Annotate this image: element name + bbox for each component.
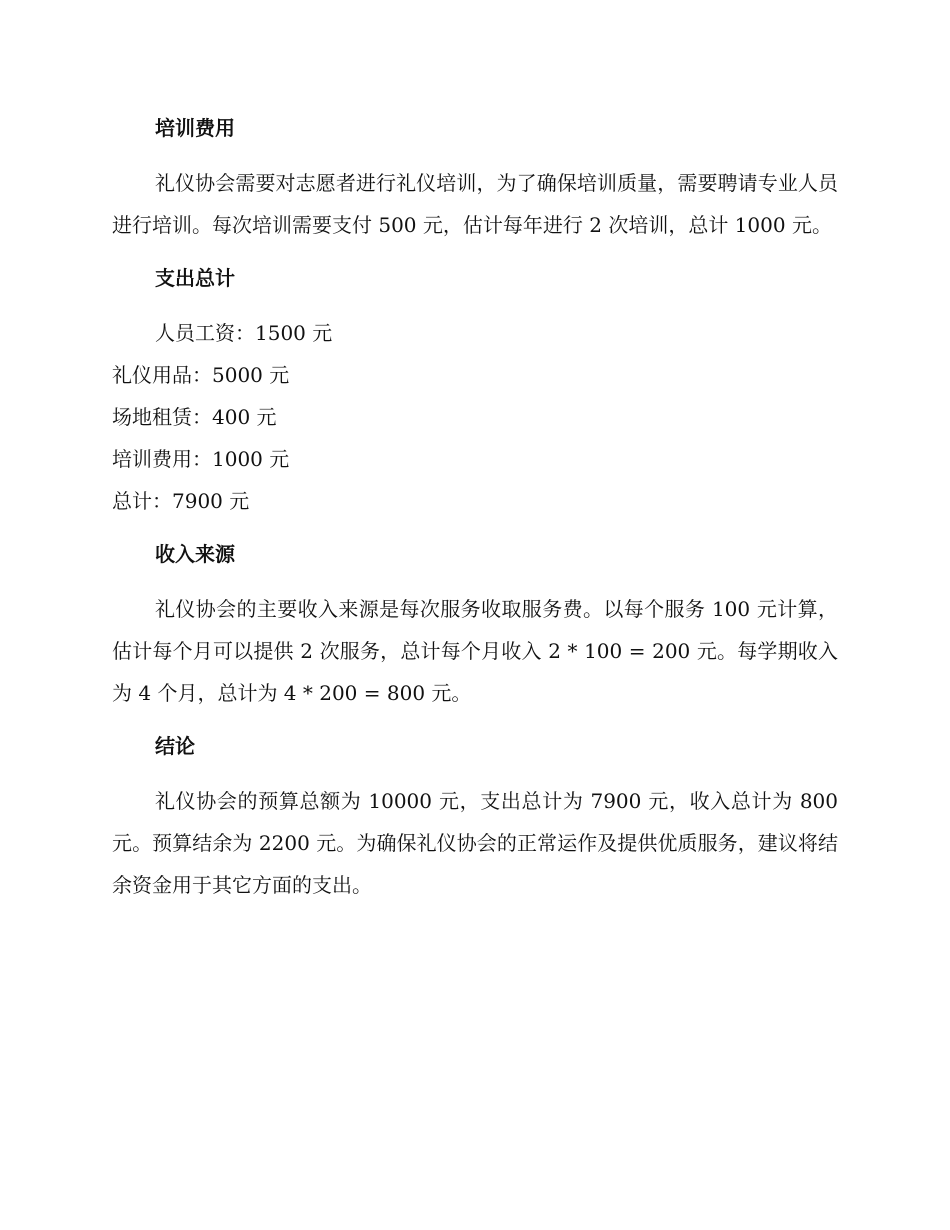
paragraph-conclusion: 礼仪协会的预算总额为 10000 元，支出总计为 7900 元，收入总计为 800 元。预算结余为 2200 元。为确保礼仪协会的正常运作及提供优质服务，建议将结余资金用于其它方面的支出。 (112, 789, 838, 897)
heading-expense-total: 支出总计 (155, 266, 235, 290)
expense-item-salary: 人员工资：1500 元 (155, 321, 333, 345)
heading-conclusion: 结论 (155, 734, 195, 758)
heading-income-source: 收入来源 (155, 542, 235, 566)
expense-item-supplies: 礼仪用品：5000 元 (112, 363, 290, 387)
expense-item-total: 总计：7900 元 (112, 489, 250, 513)
document-page (112, 108, 838, 906)
expense-item-venue: 场地租赁：400 元 (112, 405, 277, 429)
heading-training-cost: 培训费用 (155, 116, 235, 140)
paragraph-training-cost: 礼仪协会需要对志愿者进行礼仪培训，为了确保培训质量，需要聘请专业人员进行培训。每次培训需要支付 500 元，估计每年进行 2 次培训，总计 1000 元。 (112, 171, 838, 237)
paragraph-income-source: 礼仪协会的主要收入来源是每次服务收取服务费。以每个服务 100 元计算，估计每个月可以提供 2 次服务，总计每个月收入 2 * 100 = 200 元。每学期收入为 4 个月，总计为 4 * 200 = 800 元。 (112, 597, 838, 705)
expense-item-training: 培训费用：1000 元 (112, 447, 290, 471)
expense-list (112, 312, 838, 522)
